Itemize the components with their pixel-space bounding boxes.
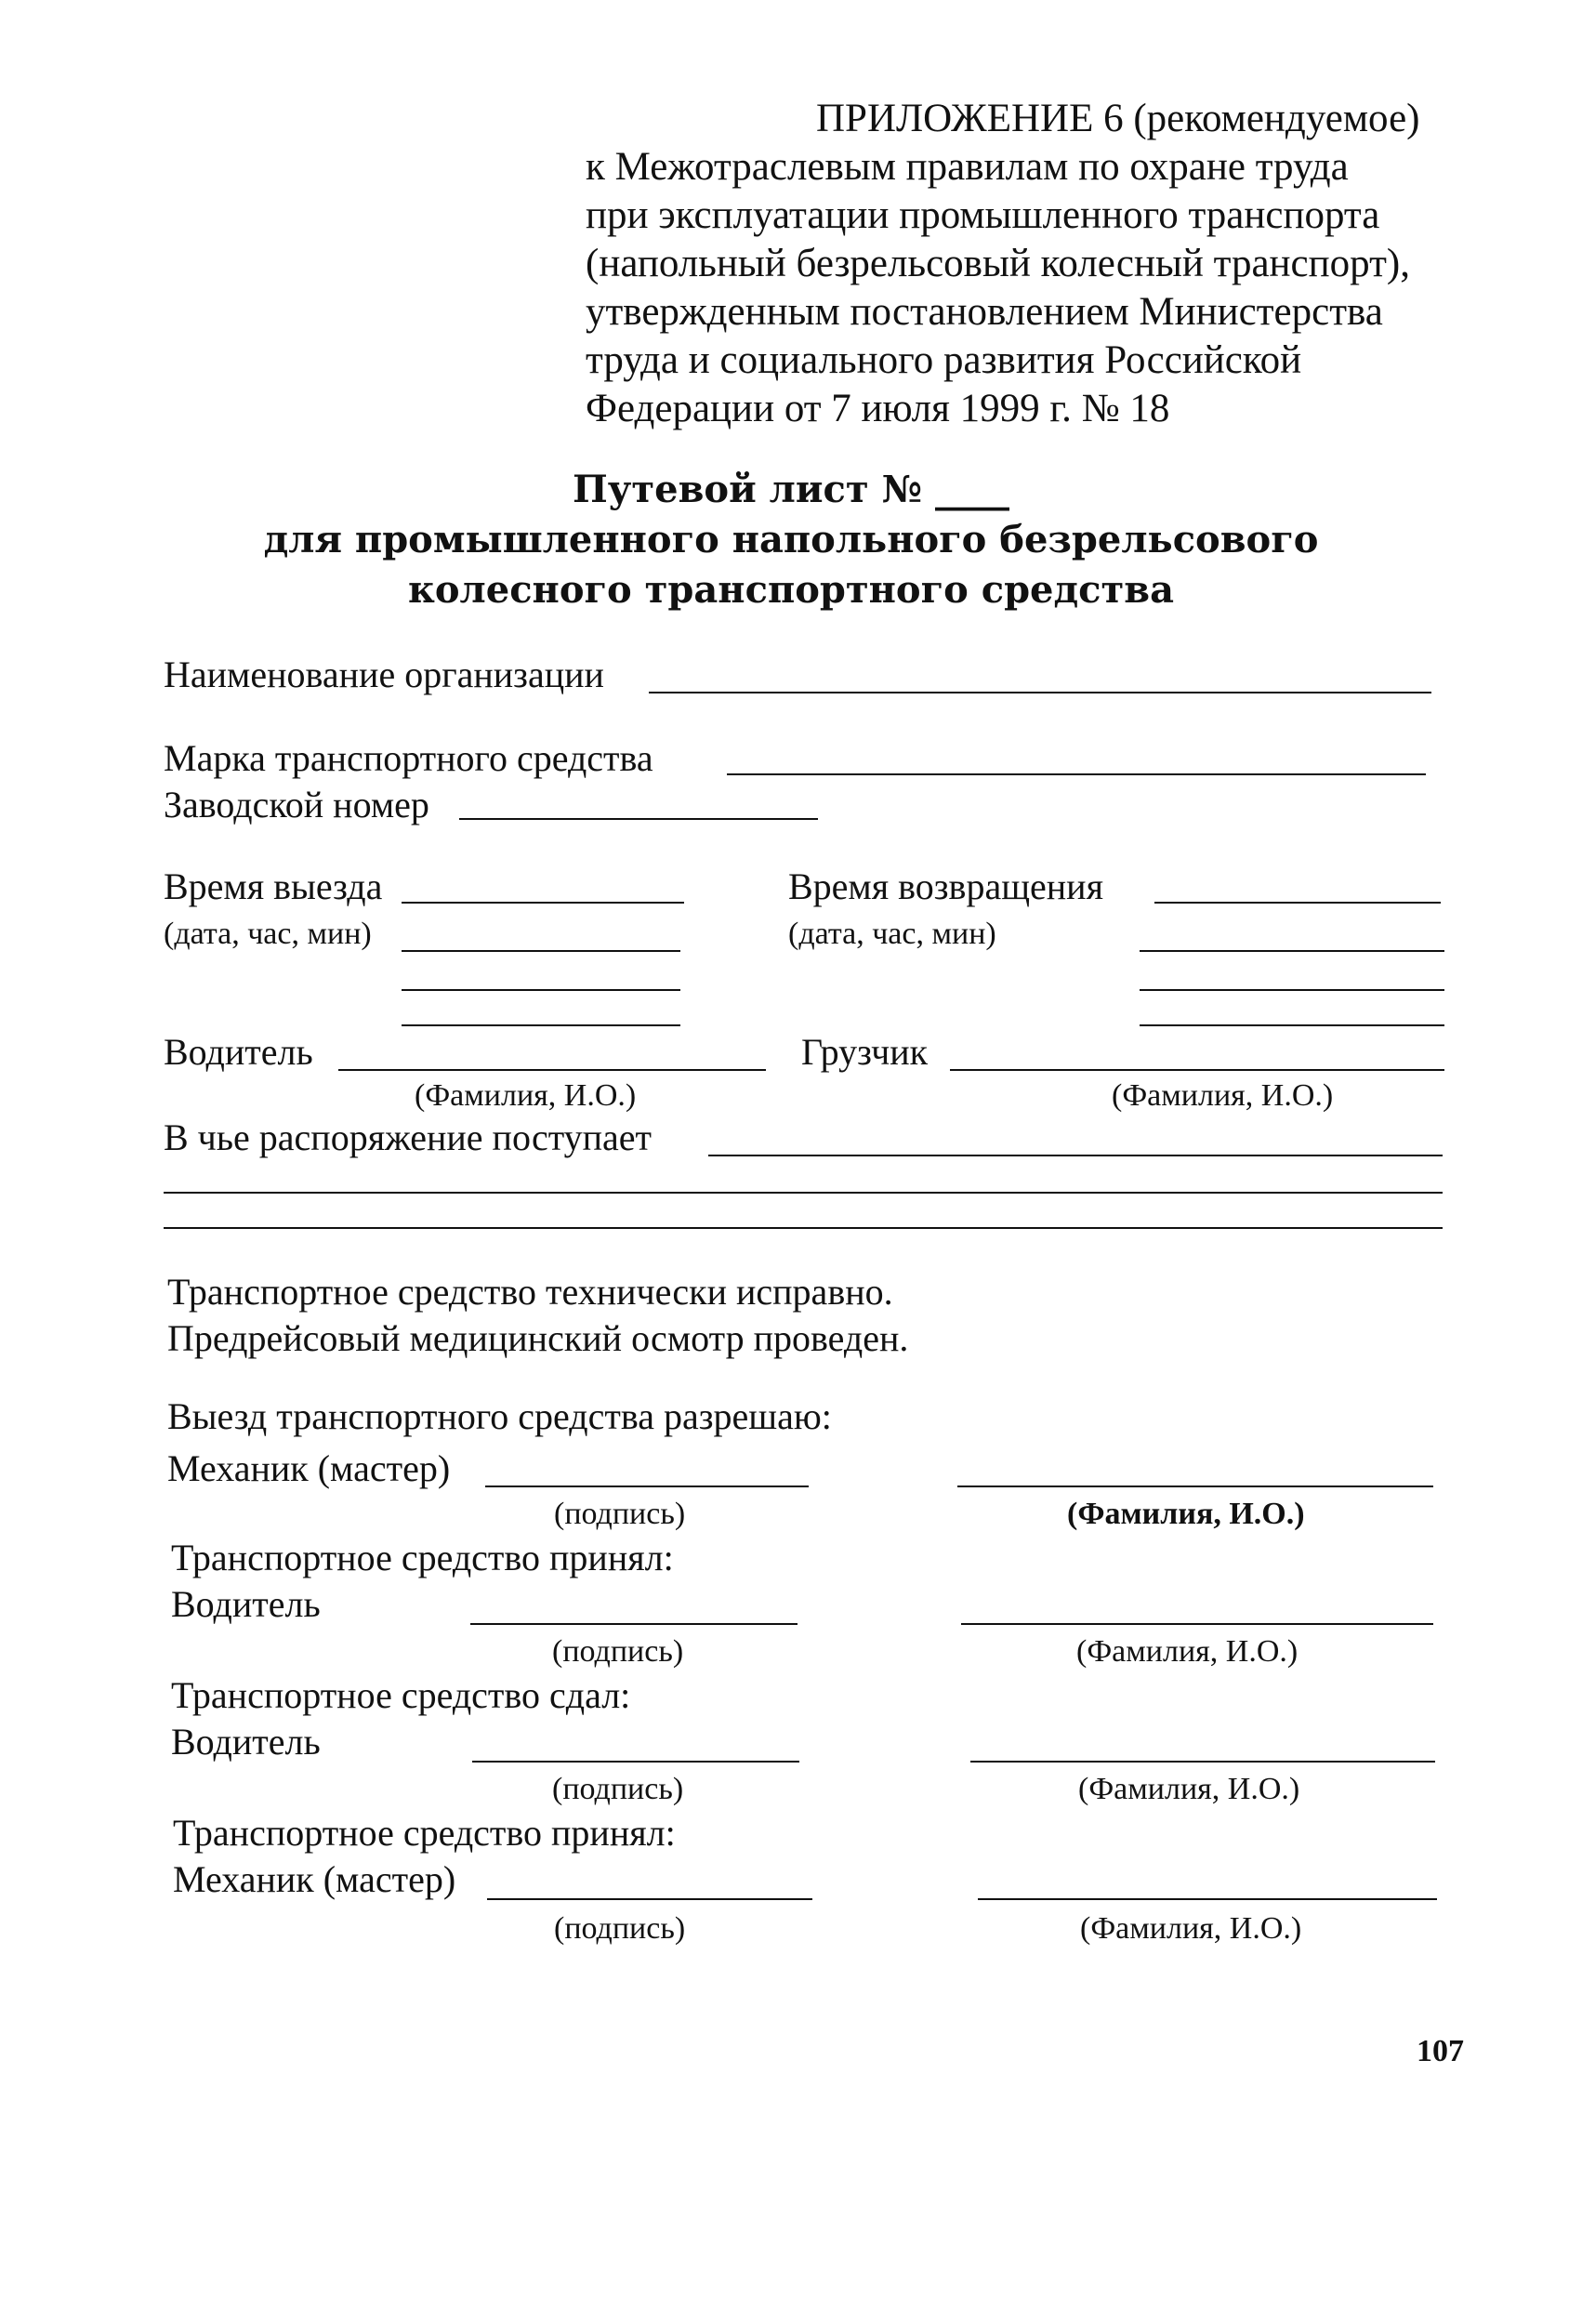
return-time-label: Время возвращения [788,865,1103,907]
accepted-heading: Транспортное средство принял: [171,1537,674,1578]
org-name-label: Наименование организации [164,654,604,695]
return-time-field[interactable] [1140,1024,1444,1026]
loader-hint: (Фамилия, И.О.) [1112,1078,1334,1113]
serial-number-field[interactable] [459,818,818,820]
return-time-field[interactable] [1140,989,1444,991]
header-line: утвержденным постановлением Министерства [586,290,1383,334]
name-field[interactable] [978,1898,1437,1900]
disposal-field[interactable] [164,1227,1443,1229]
return-hint: (дата, час, мин) [788,917,996,951]
signature-field[interactable] [485,1486,809,1487]
name-hint: (Фамилия, И.О.) [1076,1634,1299,1669]
header-line: при эксплуатации промышленного транспорта [586,193,1380,237]
name-hint: (Фамилия, И.О.) [1078,1772,1300,1806]
name-field[interactable] [961,1623,1433,1625]
name-field[interactable] [970,1761,1435,1763]
statement-technical: Транспортное средство технически исправно. [167,1271,893,1313]
departure-time-field[interactable] [402,950,680,952]
mechanic-label: Механик (мастер) [167,1447,451,1489]
departure-time-field[interactable] [402,902,684,904]
header-line: (напольный безрельсовый колесный транспорт), [586,242,1410,285]
loader-label: Грузчик [801,1031,929,1073]
document-subtitle: колесного транспортного средства [407,568,1175,612]
signature-field[interactable] [487,1898,812,1900]
disposal-label: В чье распоряжение поступает [164,1116,653,1158]
name-hint: (Фамилия, И.О.) [1067,1497,1305,1531]
mechanic-label: Механик (мастер) [173,1858,456,1900]
org-name-field[interactable] [649,692,1431,693]
signature-hint: (подпись) [554,1497,686,1531]
driver-label: Водитель [171,1721,321,1763]
release-heading: Выезд транспортного средства разрешаю: [167,1395,832,1437]
header-line: к Межотраслевым правилам по охране труда [586,145,1349,189]
return-time-field[interactable] [1154,902,1441,904]
signature-hint: (подпись) [552,1772,684,1806]
signature-hint: (подпись) [554,1911,686,1946]
signature-field[interactable] [470,1623,798,1625]
signature-hint: (подпись) [552,1634,684,1669]
disposal-field[interactable] [164,1192,1443,1194]
departure-time-field[interactable] [402,1024,680,1026]
driver-label: Водитель [164,1031,313,1073]
handed-heading: Транспортное средство сдал: [171,1674,631,1716]
document-title: Путевой лист № ____ [572,468,1010,511]
name-hint: (Фамилия, И.О.) [1080,1911,1302,1946]
departure-time-label: Время выезда [164,865,383,907]
document-subtitle: для промышленного напольного безрельсового [263,518,1319,561]
signature-field[interactable] [472,1761,799,1763]
name-field[interactable] [957,1486,1433,1487]
departure-time-field[interactable] [402,989,680,991]
return-time-field[interactable] [1140,950,1444,952]
driver-label: Водитель [171,1583,321,1625]
loader-field[interactable] [950,1069,1444,1071]
departure-hint: (дата, час, мин) [164,917,372,951]
statement-medical: Предрейсовый медицинский осмотр проведен. [167,1317,909,1359]
driver-hint: (Фамилия, И.О.) [415,1078,637,1113]
serial-number-label: Заводской номер [164,784,429,825]
appendix-label: ПРИЛОЖЕНИЕ 6 (рекомендуемое) [816,97,1420,140]
header-line: труда и социального развития Российской [586,338,1302,382]
vehicle-brand-field[interactable] [727,773,1426,775]
disposal-field[interactable] [708,1155,1443,1156]
header-line: Федерации от 7 июля 1999 г. № 18 [586,387,1170,430]
vehicle-brand-label: Марка транспортного средства [164,737,653,779]
accepted-heading: Транспортное средство принял: [173,1812,676,1854]
page-number: 107 [1417,2034,1464,2068]
driver-field[interactable] [338,1069,766,1071]
